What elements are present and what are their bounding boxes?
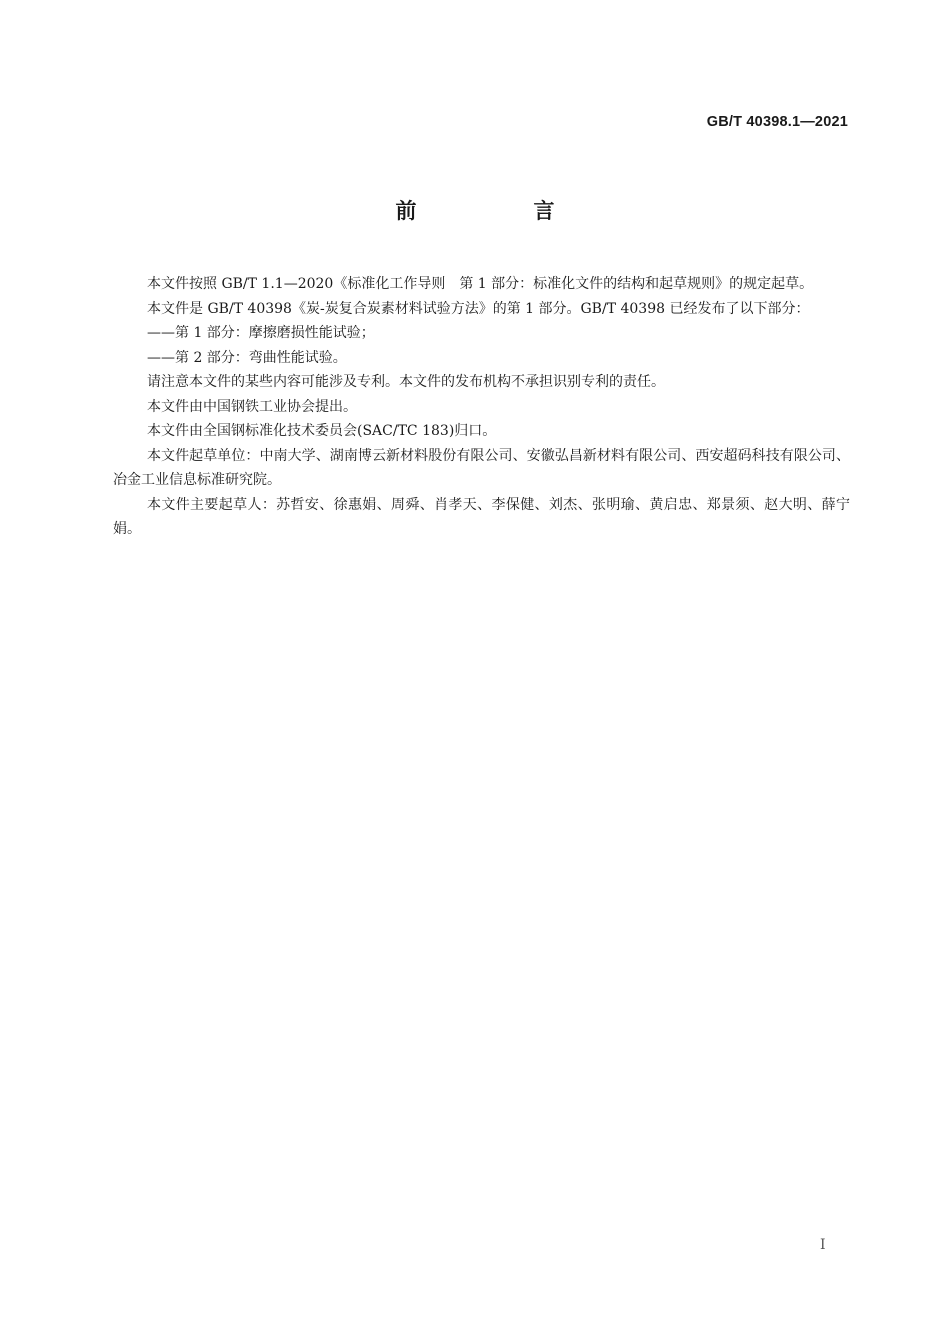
standard-number: GB/T 40398.1—2021 — [706, 114, 848, 130]
paragraph-series-intro: 本文件是 GB/T 40398《炭-炭复合炭素材料试验方法》的第 1 部分。GB/T 40398 已经发布了以下部分： — [147, 300, 810, 317]
list-item-part-1: ——第 1 部分：摩擦磨损性能试验； — [147, 325, 375, 341]
paragraph-committee: 本文件由全国钢标准化技术委员会(SAC/TC 183)归口。 — [147, 423, 497, 439]
paragraph-patent-notice: 请注意本文件的某些内容可能涉及专利。本文件的发布机构不承担识别专利的责任。 — [147, 374, 665, 390]
paragraph-drafting-units: 本文件起草单位：中南大学、湖南博云新材料股份有限公司、安徽弘昌新材料有限公司、西安超码科技有限公司、冶金工业信息标准研究院。 — [113, 447, 850, 488]
paragraph-proposer: 本文件由中国钢铁工业协会提出。 — [147, 398, 357, 415]
page-number: I — [820, 1237, 826, 1253]
foreword-body — [113, 272, 850, 542]
paragraph-drafters: 本文件主要起草人：苏哲安、徐惠娟、周舜、肖孝天、李保健、刘杰、张明瑜、黄启忠、郑景须、赵大明、薛宁娟。 — [113, 496, 850, 537]
page-title: 前 言 — [395, 199, 603, 223]
list-item-part-2: ——第 2 部分：弯曲性能试验。 — [147, 349, 347, 366]
paragraph-drafting-rules: 本文件按照 GB/T 1.1—2020《标准化工作导则 第 1 部分：标准化文件的结构和起草规则》的规定起草。 — [147, 276, 814, 292]
